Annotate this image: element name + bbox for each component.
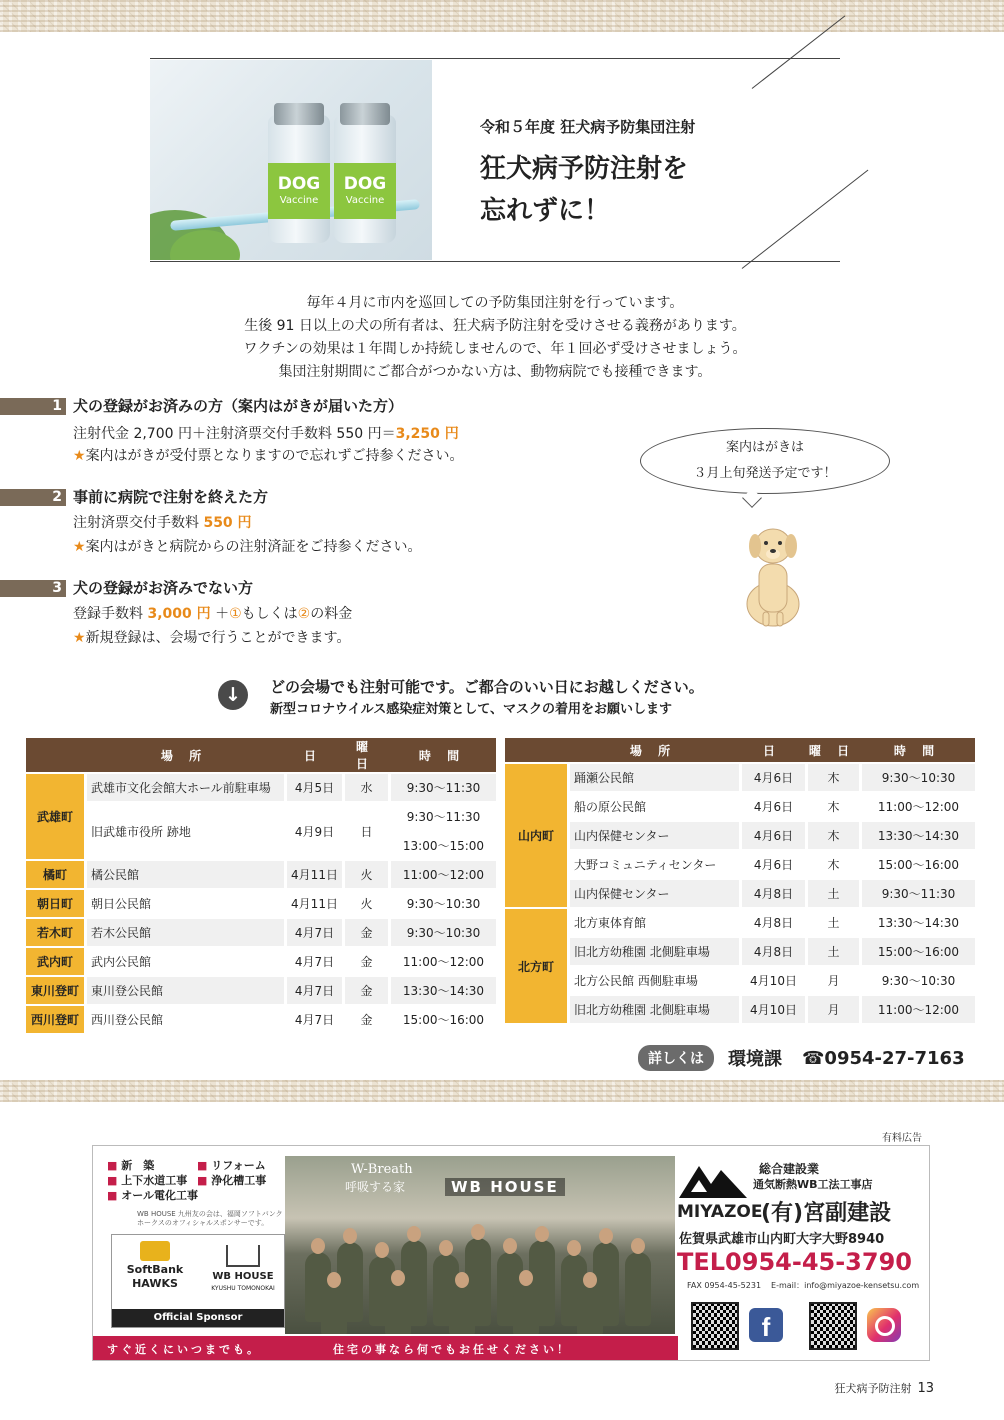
bullet-square-icon: ■ [107, 1174, 118, 1187]
bubble-line: 案内はがきは [725, 440, 804, 455]
area-cell: 武雄町 [26, 774, 84, 859]
vial-right [334, 115, 396, 243]
section-number: 2 [52, 489, 62, 505]
bullet-square-icon: ■ [197, 1174, 208, 1187]
speech-bubble [640, 428, 890, 494]
contact-department: 環境課 [728, 1049, 782, 1070]
table-row [505, 996, 975, 1023]
ad-footer-slogan-1: すぐ近くにいつまでも。 [107, 1343, 261, 1356]
table-row [26, 890, 496, 917]
business-method: 通気断熱WB工法工事店 [753, 1178, 873, 1191]
ad-footer-bar [93, 1336, 678, 1360]
section-3 [0, 577, 640, 646]
area-cell: 若木町 [26, 919, 84, 946]
section-title: 犬の登録がお済みの方（案内はがきが届いた方） [73, 397, 404, 415]
company-fax: FAX 0954-45-5231 [687, 1281, 762, 1290]
weekday-cell: 月 [805, 996, 859, 1023]
note-text: 新規登録は、会場で行うことができます。 [85, 630, 351, 646]
page-footer [834, 1380, 934, 1396]
location-cell: 朝日公民館 [84, 890, 284, 917]
sponsor-box [111, 1234, 285, 1328]
vial-label-sub: Vaccine [279, 195, 319, 206]
time-cell: 11:00～12:00 [859, 793, 975, 820]
schedule-table-left [26, 736, 496, 1035]
note-text: 案内はがきが受付票となりますので忘れずご持参ください。 [85, 448, 464, 464]
section-note [73, 445, 464, 465]
miyazoe-logo-icon [677, 1160, 749, 1200]
time-cell: 9:30～10:30 [859, 764, 975, 791]
date-cell: 4月7日 [284, 977, 342, 1004]
section-number-bar [0, 580, 66, 597]
time-cell: 15:00～16:00 [388, 1006, 496, 1033]
weekday-cell: 金 [342, 919, 388, 946]
section-number-bar [0, 398, 66, 415]
header-location: 場 所 [567, 738, 739, 762]
header-blank [26, 738, 84, 772]
company-tel: TEL0954-45-3790 [677, 1248, 912, 1276]
hero-subtitle: 令和５年度 狂犬病予防集団注射 [480, 118, 696, 136]
date-cell: 4月7日 [284, 948, 342, 975]
header-blank [505, 738, 567, 762]
vial-label-main: DOG [277, 174, 321, 194]
weekday-cell: 火 [342, 890, 388, 917]
photo-tagline-1: W-Breath [351, 1162, 413, 1177]
weekday-cell: 金 [342, 977, 388, 1004]
date-cell: 4月6日 [739, 793, 805, 820]
contact-line [638, 1044, 965, 1072]
notice-line1: どの会場でも注射可能です。ご都合のいい日にお越しください。 [270, 678, 704, 696]
hero-top-rule [150, 58, 840, 59]
bubble-line: ３月上旬発送予定です！ [693, 466, 837, 481]
area-cell: 武内町 [26, 948, 84, 975]
location-cell: 東川登公民館 [84, 977, 284, 1004]
location-cell: 旧北方幼稚園 北側駐車場 [567, 996, 739, 1023]
arrow-down-icon: ↓ [218, 680, 248, 710]
section-1 [0, 395, 640, 464]
hero-title-line1: 狂犬病予防注射を [480, 154, 689, 184]
vaccine-photo [150, 60, 432, 260]
area-cell: 西川登町 [26, 1006, 84, 1033]
qr-code-instagram [809, 1302, 857, 1350]
staff-group-photo [285, 1156, 675, 1334]
ad-footer-slogan-2: 住宅の事なら何でもお任せください！ [333, 1343, 571, 1356]
date-cell: 4月6日 [739, 851, 805, 878]
table-header-row [505, 738, 975, 762]
bullet-square-icon: ■ [197, 1159, 208, 1172]
footer-section-name: 狂犬病予防注射 [834, 1382, 912, 1395]
intro-line: ワクチンの効果は１年間しか持続しませんので、年１回必ず受けさせましょう。 [243, 341, 747, 357]
star-icon: ★ [73, 630, 86, 646]
weekday-cell: 火 [342, 861, 388, 888]
brand-en: MIYAZOE [677, 1202, 763, 1222]
location-cell: 武内公民館 [84, 948, 284, 975]
weekday-cell: 水 [342, 774, 388, 801]
company-address: 佐賀県武雄市山内町大字大野8940 [679, 1232, 885, 1247]
ad-label: 有料広告 [882, 1133, 922, 1144]
header-weekday: 曜 日 [805, 738, 859, 762]
fee-plus: ＋ [210, 606, 230, 622]
table-row [505, 909, 975, 936]
time-cell: 9:30～11:30 [388, 803, 496, 830]
time-cell: 9:30～10:30 [388, 890, 496, 917]
weekday-cell: 土 [805, 909, 859, 936]
weekday-cell: 金 [342, 1006, 388, 1033]
date-cell: 4月8日 [739, 880, 805, 907]
date-cell: 4月11日 [284, 861, 342, 888]
page-number: 13 [917, 1381, 934, 1396]
area-cell: 橘町 [26, 861, 84, 888]
fee-text: 注射済票交付手数料 [73, 515, 204, 531]
wbhouse-logo [206, 1241, 280, 1301]
location-cell: 橘公民館 [84, 861, 284, 888]
photo-brand: WB HOUSE [445, 1178, 565, 1196]
ad-services [107, 1158, 293, 1203]
time-cell: 11:00～12:00 [859, 996, 975, 1023]
date-cell: 4月11日 [284, 890, 342, 917]
time-cell: 11:00～12:00 [388, 861, 496, 888]
vial-label-sub: Vaccine [345, 195, 385, 206]
location-cell: 若木公民館 [84, 919, 284, 946]
time-cell: 13:30～14:30 [859, 822, 975, 849]
circled-two: ② [297, 606, 311, 622]
table-row [26, 861, 496, 888]
vial-label-main: DOG [343, 174, 387, 194]
intro-line: 生後 91 日以上の犬の所有者は、狂犬病予防注射を受けさせる義務があります。 [244, 318, 746, 334]
vial-left [268, 115, 330, 243]
section-note [73, 627, 350, 647]
table-row [505, 764, 975, 791]
area-cell: 朝日町 [26, 890, 84, 917]
service-item [107, 1188, 197, 1203]
company-email: E-mail：info@miyazoe-kensetsu.com [771, 1281, 920, 1290]
weekday-cell: 木 [805, 822, 859, 849]
bullet-square-icon: ■ [107, 1189, 118, 1202]
star-icon: ★ [73, 448, 86, 464]
header-date: 日 [739, 738, 805, 762]
time-cell: 15:00～16:00 [859, 938, 975, 965]
table-row [26, 803, 496, 830]
contact-badge: 詳しくは [638, 1045, 714, 1071]
section-2 [0, 486, 640, 555]
table-header-row [26, 738, 496, 772]
hero-block [150, 58, 840, 262]
weekday-cell: 月 [805, 967, 859, 994]
facebook-icon: f [749, 1308, 783, 1342]
time-cell: 13:30～14:30 [388, 977, 496, 1004]
header-date: 日 [284, 738, 342, 772]
service-label: 新 築 [121, 1159, 155, 1172]
wbhouse-sub: KYUSHU TOMONOKAI [211, 1285, 275, 1292]
weekday-cell: 土 [805, 938, 859, 965]
weekday-cell: 木 [805, 851, 859, 878]
header-weekday: 曜 日 [342, 738, 388, 772]
area-cell: 山内町 [505, 764, 567, 907]
table-row [26, 948, 496, 975]
section-fee [73, 512, 252, 532]
location-cell: 旧北方幼稚園 北側駐車場 [567, 938, 739, 965]
company-fax-email [677, 1280, 919, 1291]
table-row [26, 1006, 496, 1033]
date-cell: 4月6日 [739, 822, 805, 849]
notice-line2: 新型コロナウイルス感染症対策として、マスクの着用をお願いします [270, 702, 672, 717]
fee-total: 550 円 [203, 515, 252, 531]
fee-mid: もしくは [241, 606, 298, 622]
time-cell: 9:30～10:30 [859, 967, 975, 994]
date-cell: 4月7日 [284, 919, 342, 946]
time-cell: 9:30～11:30 [388, 774, 496, 801]
weekday-cell: 土 [805, 880, 859, 907]
table-row [26, 977, 496, 1004]
brand-jp: (有)宮副建設 [761, 1201, 892, 1226]
note-text: 案内はがきと病院からの注射済証をご持参ください。 [85, 539, 422, 555]
house-icon [226, 1245, 260, 1267]
header-time: 時 間 [859, 738, 975, 762]
fee-total: 3,250 円 [395, 426, 459, 442]
wbhouse-name: WB HOUSE [212, 1271, 274, 1282]
official-sponsor-bar: Official Sponsor [112, 1309, 284, 1327]
section-title: 事前に病院で注射を終えた方 [73, 488, 269, 506]
hawks-line2: HAWKS [132, 1277, 178, 1290]
contact-phone: ☎0954-27-7163 [802, 1047, 965, 1069]
location-cell: 武雄市文化会館大ホール前駐車場 [84, 774, 284, 801]
hero-bottom-rule [150, 261, 840, 262]
service-label: 上下水道工事 [121, 1174, 188, 1187]
date-cell: 4月8日 [739, 909, 805, 936]
location-cell: 西川登公民館 [84, 1006, 284, 1033]
weekday-cell: 金 [342, 948, 388, 975]
service-item [197, 1173, 287, 1188]
table-row [505, 967, 975, 994]
hawks-logo [118, 1241, 192, 1301]
intro-text [150, 292, 840, 384]
service-item [107, 1173, 197, 1188]
fee-end: の料金 [310, 606, 353, 622]
fee-text: 登録手数料 [73, 606, 148, 622]
location-cell: 船の原公民館 [567, 793, 739, 820]
weekday-cell: 木 [805, 793, 859, 820]
table-row [505, 938, 975, 965]
ad-sponsor-note: WB HOUSE 九州友の会は、福岡ソフトバンクホークスのオフィシャルスポンサーです。 [137, 1210, 283, 1227]
location-cell: 北方公民館 西側駐車場 [567, 967, 739, 994]
dog-illustration [735, 520, 811, 628]
fee-text: 注射代金 2,700 円＋注射済票交付手数料 550 円＝ [73, 426, 396, 442]
hawks-line1: SoftBank [126, 1263, 184, 1276]
date-cell: 4月8日 [739, 938, 805, 965]
time-cell: 9:30～10:30 [388, 919, 496, 946]
section-number-bar [0, 489, 66, 506]
table-row [26, 919, 496, 946]
service-item [197, 1158, 287, 1173]
table-row [505, 822, 975, 849]
photo-tagline-2: 呼吸する家 [345, 1180, 406, 1194]
table-row [505, 880, 975, 907]
table-row [505, 851, 975, 878]
area-cell: 北方町 [505, 909, 567, 1023]
company-info [677, 1156, 927, 1342]
hero-title-line2: 忘れずに！ [480, 196, 611, 226]
service-label: リフォーム [211, 1159, 266, 1172]
weekday-cell: 木 [805, 764, 859, 791]
date-cell: 4月10日 [739, 996, 805, 1023]
time-cell: 13:00～15:00 [388, 832, 496, 859]
weekday-cell: 日 [342, 803, 388, 859]
date-cell: 4月6日 [739, 764, 805, 791]
table-row [505, 793, 975, 820]
bullet-square-icon: ■ [107, 1159, 118, 1172]
star-icon: ★ [73, 539, 86, 555]
area-cell: 東川登町 [26, 977, 84, 1004]
advertisement [92, 1145, 930, 1361]
business-type: 総合建設業 [759, 1162, 820, 1176]
section-fee [73, 423, 459, 443]
intro-line: 集団注射期間にご都合がつかない方は、動物病院でも接種できます。 [278, 364, 712, 380]
section-number: 1 [52, 398, 62, 414]
date-cell: 4月7日 [284, 1006, 342, 1033]
instagram-icon [867, 1308, 901, 1342]
hawks-badge-icon [140, 1241, 170, 1261]
middle-texture-band [0, 1080, 1004, 1102]
table-row [26, 774, 496, 801]
top-texture-band [0, 0, 1004, 32]
service-label: 浄化槽工事 [211, 1174, 267, 1187]
service-label: オール電化工事 [121, 1189, 199, 1202]
service-item [107, 1158, 197, 1173]
location-cell: 山内保健センター [567, 822, 739, 849]
location-cell: 北方東体育館 [567, 909, 739, 936]
header-time: 時 間 [388, 738, 496, 772]
location-cell: 大野コミュニティセンター [567, 851, 739, 878]
qr-code-facebook [691, 1302, 739, 1350]
location-cell: 踊瀬公民館 [567, 764, 739, 791]
section-note [73, 536, 422, 556]
header-location: 場 所 [84, 738, 284, 772]
schedule-table-right [505, 736, 975, 1025]
location-cell: 旧武雄市役所 跡地 [84, 803, 284, 859]
section-number: 3 [52, 580, 62, 596]
intro-line: 毎年４月に市内を巡回しての予防集団注射を行っています。 [306, 295, 684, 311]
time-cell: 11:00～12:00 [388, 948, 496, 975]
date-cell: 4月10日 [739, 967, 805, 994]
circled-one: ① [229, 606, 242, 622]
time-cell: 13:30～14:30 [859, 909, 975, 936]
section-title: 犬の登録がお済みでない方 [73, 579, 254, 597]
fee-total: 3,000 円 [147, 606, 211, 622]
date-cell: 4月9日 [284, 803, 342, 859]
time-cell: 9:30～11:30 [859, 880, 975, 907]
location-cell: 山内保健センター [567, 880, 739, 907]
time-cell: 15:00～16:00 [859, 851, 975, 878]
date-cell: 4月5日 [284, 774, 342, 801]
section-fee [73, 603, 352, 623]
